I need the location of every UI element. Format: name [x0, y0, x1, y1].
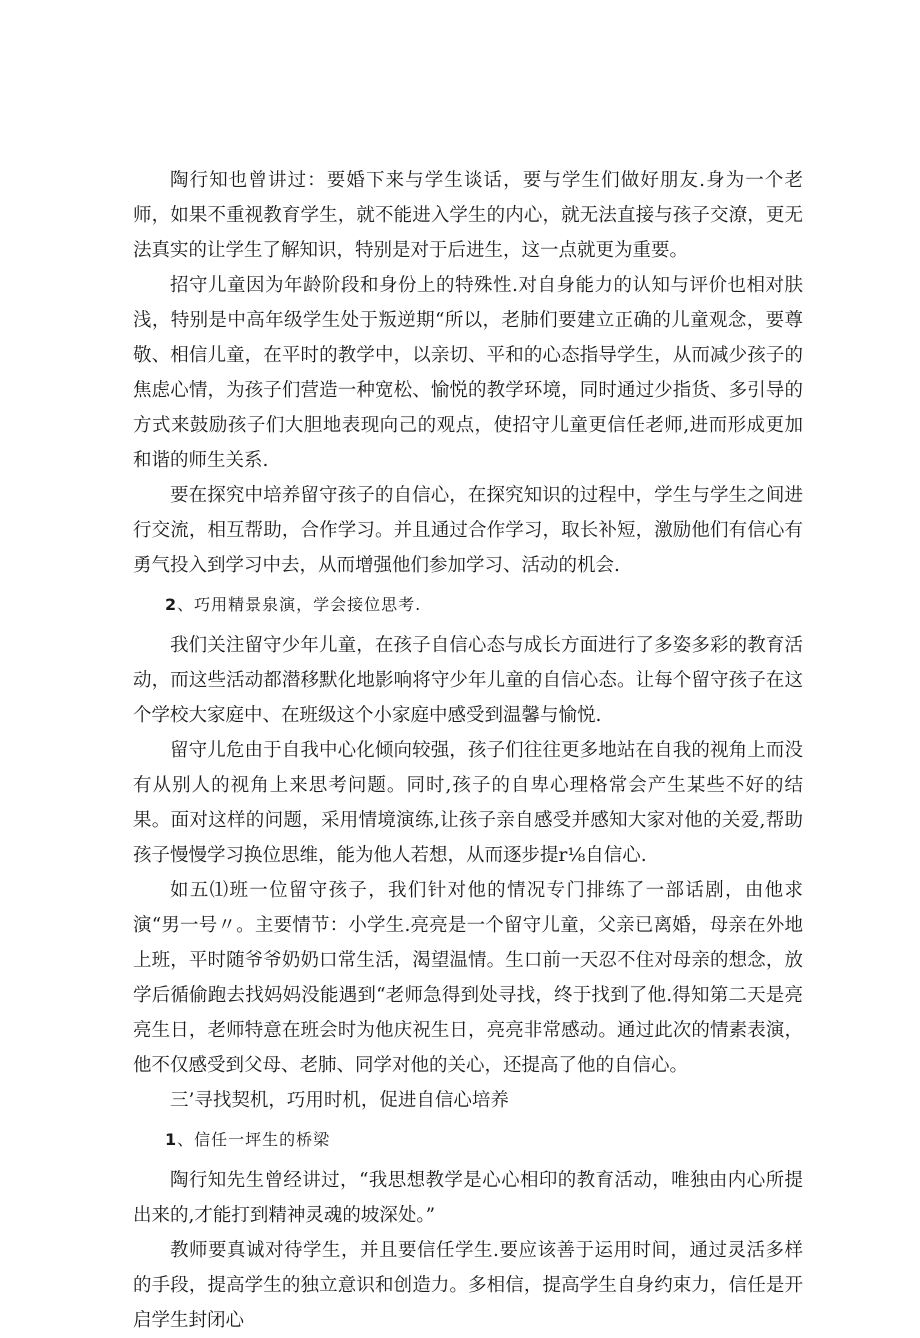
heading-number: 2 [165, 595, 178, 614]
heading-text: 、巧用精景泉演，学会接位思考. [177, 595, 422, 614]
paragraph: 招守儿童因为年龄阶段和身份上的特殊性.对自身能力的认知与评价也相对肤浅，特别是中高年级学生处于叛逆期“所以，老肺们要建立正确的儿童观念，要尊敬、相信儿童，在平时的教学中，以亲切、平和的心态指导学生，从而减少孩子的焦虑心情，为孩子们营造一种宽松、愉悦的教学环境，同时通过少指货、多引导的方式来鼓励孩子们大胆地表现向己的观点，使招守儿童更信任老师,进而形成更加和谐的师生关系. [133, 275, 803, 471]
section-heading [133, 587, 803, 622]
heading-number: 1 [165, 1130, 178, 1149]
paragraph: 如五⑴班一位留守孩子，我们针对他的情况专门排练了一部话剧，由他求演“男一号〃。主要情节：小学生.亮亮是一个留守儿童，父亲已离婚，母亲在外地上班，平时随爷爷奶奶口常生活，渴望温情。生口前一天忍不住对母亲的想念，放学后循偷跑去找妈妈没能遇到“老师急得到处寻找，终于找到了他.得知第二天是亮亮生日，老师特意在班会时为他庆祝生日，亮亮非常感动。通过此次的情素表演，他不仅感受到父母、老肺、同学对他的关心，还提高了他的自信心。 [133, 880, 803, 1076]
paragraph: 陶行知先生曾经讲过，“我思想教学是心心相印的教育活动，唯独由内心所提出来的,才能打到精神灵魂的坡深处。” [133, 1170, 803, 1226]
paragraph: 留守儿危由于自我中心化倾向较强，孩子们往往更多地站在自我的视角上而没有从别人的视角上来思考问题。同时,孩子的自卑心理格常会产生某些不好的结果。面对这样的问题，采用情境演练,让孩子亲自感受并感知大家对他的关爱,帮助孩子慢慢学习换位思维，能为他人若想，从而逐步提r⅛自信心. [133, 740, 803, 866]
section-title: 三’寻找契机，巧用时机，促进自信心培养 [170, 1090, 509, 1111]
paragraph: 教师要真诚对待学生，并且要信任学生.要应该善于运用时间，通过灵活多样的手段，提高学生的独立意识和创造力。多相信，提高学生自身约束力，信任是开启学生封闭心 [133, 1240, 803, 1331]
paragraph: 要在探究中培养留守孩子的自信心，在探究知识的过程中，学生与学生之间进行交流，相互帮助，合作学习。并且通过合作学习，取长补短，激励他们有信心有勇气投入到学习中去，从而增强他们参加学习、活动的机会. [133, 485, 803, 576]
paragraph: 陶行知也曾讲过：要婚下来与学生谈话，要与学生们做好朋友.身为一个老师，如果不重视教育学生，就不能进入学生的内心，就无法直接与孩子交潦，更无法真实的让学生了解知识，特别是对于后进生，这一点就更为重要。 [133, 170, 803, 261]
paragraph: 我们关注留守少年儿童，在孩子自信心态与成长方面进行了多姿多彩的教育活动，而这些活动都潜移默化地影响将守少年儿童的自信心态。让每个留守孩子在这个学校大家庭中、在班级这个小家庭中感受到温馨与愉悦. [133, 635, 803, 726]
document-page [133, 163, 803, 1338]
subsection-heading [133, 1122, 803, 1157]
heading-text: 、信任一坪生的桥梁 [177, 1130, 331, 1149]
